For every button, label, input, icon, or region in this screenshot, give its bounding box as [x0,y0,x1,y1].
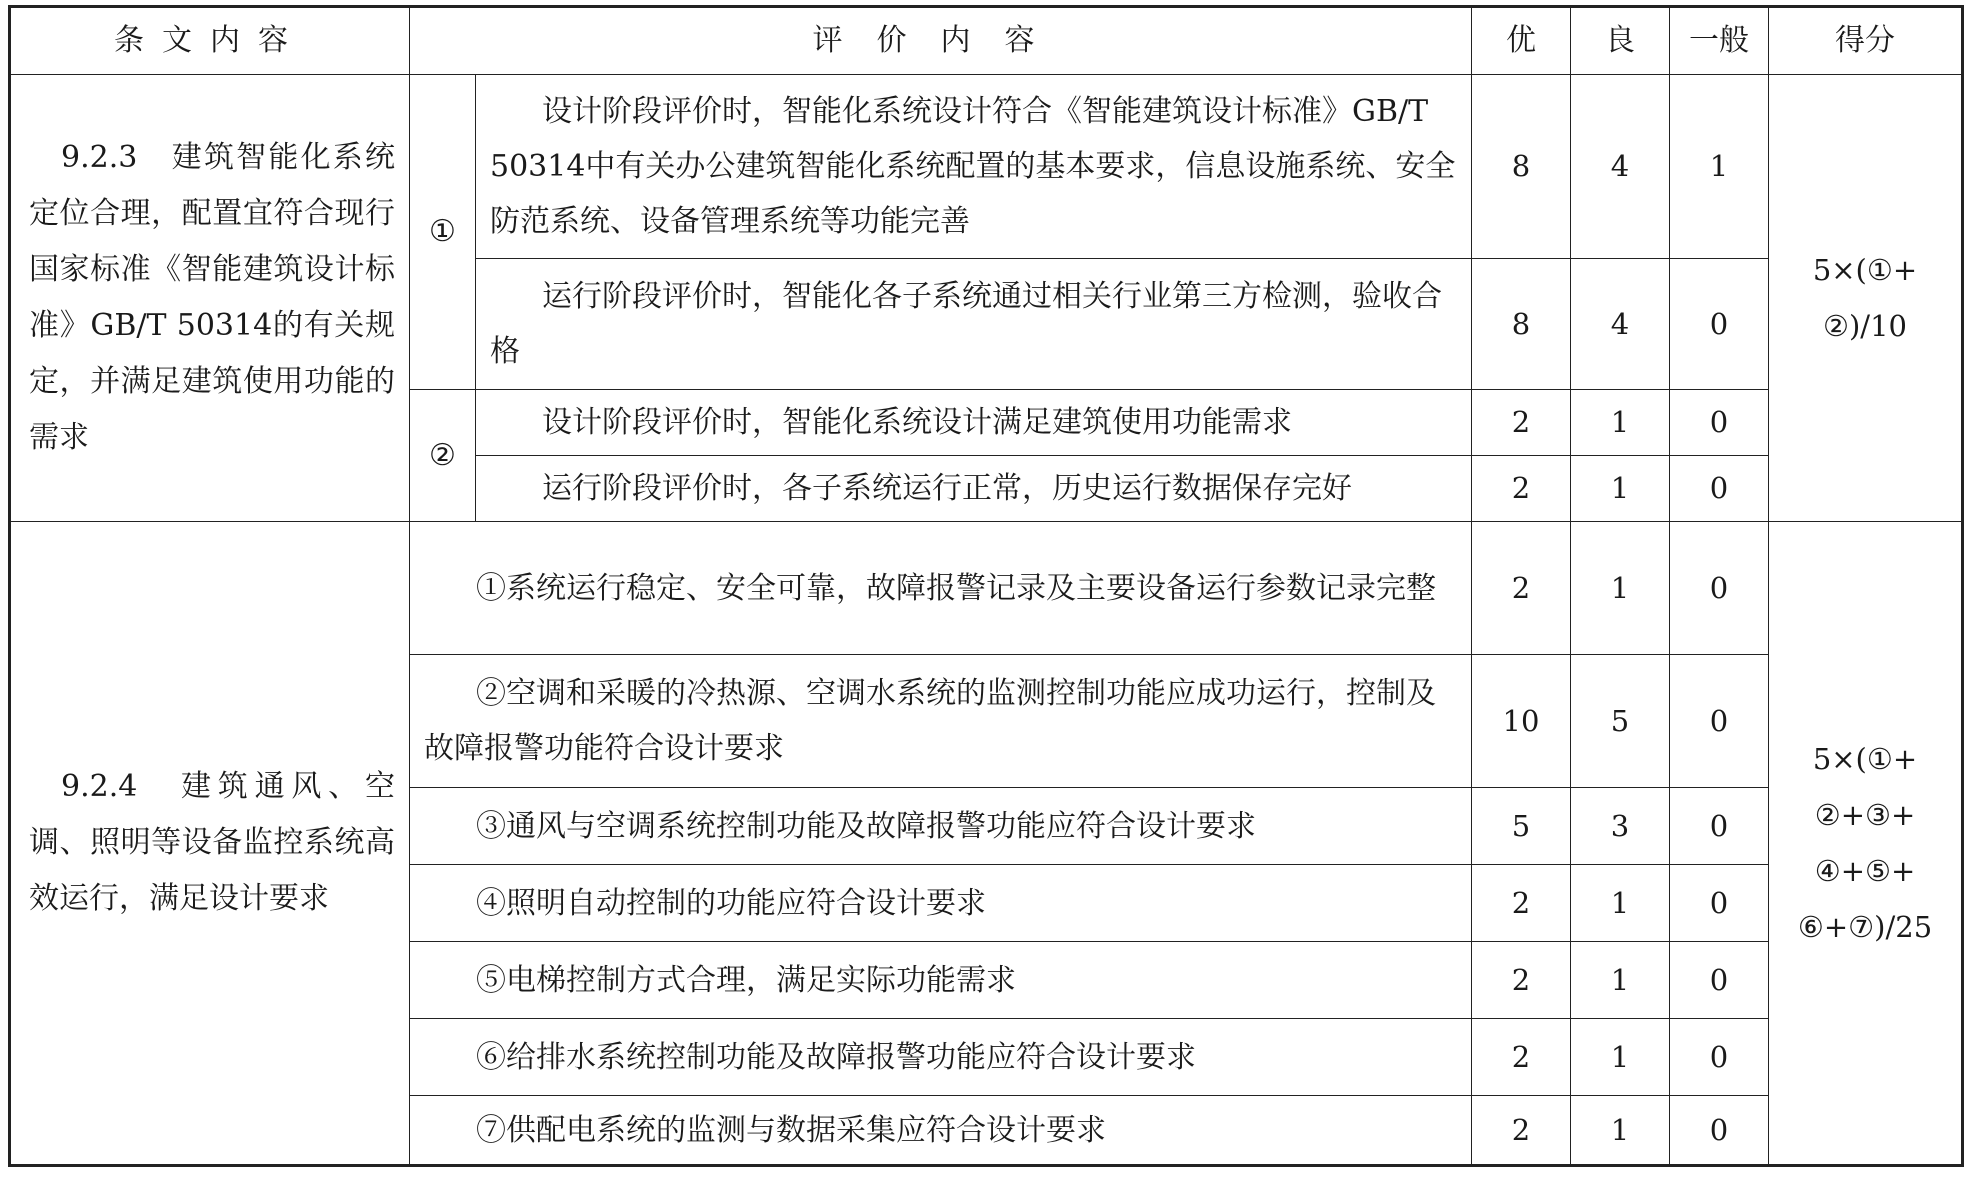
header-evaluation: 评价内容 [410,7,1472,75]
header-good: 良 [1571,7,1670,75]
average-value: 0 [1670,456,1769,522]
table-row [10,75,1963,259]
good-value: 1 [1571,1019,1670,1096]
clause-923-text: 9.2.3 建筑智能化系统定位合理，配置宜符合现行国家标准《智能建筑设计标准》GB/T 50314的有关规定，并满足建筑使用功能的需求 [10,75,410,522]
clause-924-item1: ①系统运行稳定、安全可靠，故障报警记录及主要设备运行参数记录完整 [410,522,1472,655]
excellent-value: 2 [1472,865,1571,942]
good-value: 5 [1571,655,1670,788]
clause-924-item6: ⑥给排水系统控制功能及故障报警功能应符合设计要求 [410,1019,1472,1096]
good-value: 3 [1571,788,1670,865]
score-formula-line: ④+⑤+ [1814,854,1916,888]
average-value: 0 [1670,655,1769,788]
clause-924-item4: ④照明自动控制的功能应符合设计要求 [410,865,1472,942]
clause-923-item2-operation: 运行阶段评价时，各子系统运行正常，历史运行数据保存完好 [476,456,1472,522]
header-row [10,7,1963,75]
average-value: 0 [1670,865,1769,942]
average-value: 0 [1670,259,1769,390]
header-score: 得分 [1769,7,1963,75]
clause-924-score [1769,522,1963,1166]
score-formula-line: ②+③+ [1814,798,1916,832]
header-clause: 条文内容 [10,7,410,75]
excellent-value: 8 [1472,259,1571,390]
clause-923-item1-design: 设计阶段评价时，智能化系统设计符合《智能建筑设计标准》GB/T 50314中有关办公建筑智能化系统配置的基本要求，信息设施系统、安全防范系统、设备管理系统等功能完善 [476,75,1472,259]
score-formula-line: ⑥+⑦)/25 [1797,910,1933,944]
average-value: 0 [1670,942,1769,1019]
average-value: 0 [1670,522,1769,655]
excellent-value: 2 [1472,1019,1571,1096]
average-value: 0 [1670,390,1769,456]
excellent-value: 2 [1472,1096,1571,1166]
excellent-value: 2 [1472,456,1571,522]
clause-924-text: 9.2.4 建筑通风、空调、照明等设备监控系统高效运行，满足设计要求 [10,522,410,1166]
good-value: 4 [1571,75,1670,259]
clause-923-score [1769,75,1963,522]
clause-923-item2-marker: ② [410,390,476,522]
average-value: 0 [1670,1019,1769,1096]
clause-923-item2-design: 设计阶段评价时，智能化系统设计满足建筑使用功能需求 [476,390,1472,456]
average-value: 1 [1670,75,1769,259]
excellent-value: 2 [1472,390,1571,456]
clause-924-item3: ③通风与空调系统控制功能及故障报警功能应符合设计要求 [410,788,1472,865]
excellent-value: 2 [1472,522,1571,655]
clause-923-item1-operation: 运行阶段评价时，智能化各子系统通过相关行业第三方检测，验收合格 [476,259,1472,390]
score-formula-line: 5×(①+ [1812,742,1918,776]
good-value: 4 [1571,259,1670,390]
clause-924-item2: ②空调和采暖的冷热源、空调水系统的监测控制功能应成功运行，控制及故障报警功能符合设计要求 [410,655,1472,788]
clause-923-item1-marker: ① [410,75,476,390]
good-value: 1 [1571,942,1670,1019]
header-excellent: 优 [1472,7,1571,75]
score-formula-line: ②)/10 [1823,309,1907,343]
clause-924-item7: ⑦供配电系统的监测与数据采集应符合设计要求 [410,1096,1472,1166]
average-value: 0 [1670,1096,1769,1166]
excellent-value: 8 [1472,75,1571,259]
excellent-value: 2 [1472,942,1571,1019]
clause-924-item5: ⑤电梯控制方式合理，满足实际功能需求 [410,942,1472,1019]
good-value: 1 [1571,522,1670,655]
table-row [10,522,1963,655]
good-value: 1 [1571,390,1670,456]
evaluation-table [8,5,1964,1167]
evaluation-table-container [8,5,1964,1167]
excellent-value: 10 [1472,655,1571,788]
good-value: 1 [1571,865,1670,942]
header-average: 一般 [1670,7,1769,75]
average-value: 0 [1670,788,1769,865]
good-value: 1 [1571,1096,1670,1166]
good-value: 1 [1571,456,1670,522]
score-formula-line: 5×(①+ [1812,253,1918,287]
excellent-value: 5 [1472,788,1571,865]
